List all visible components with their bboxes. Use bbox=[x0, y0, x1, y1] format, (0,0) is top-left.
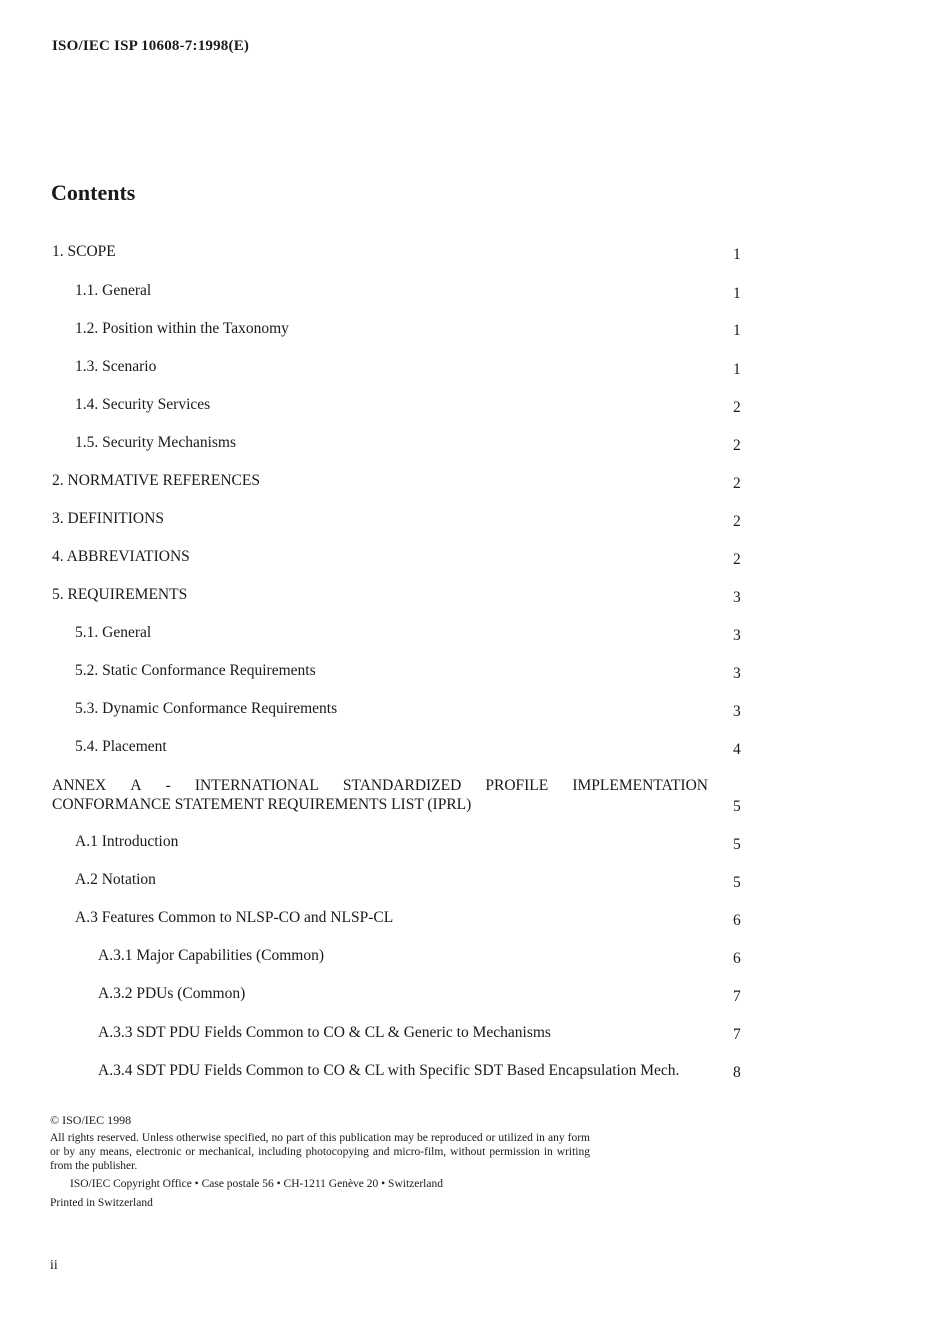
toc-entry-label: A.3.3 SDT PDU Fields Common to CO & CL & Generic to Mechanisms bbox=[98, 1024, 551, 1041]
copyright-office-address: ISO/IEC Copyright Office • Case postale 56 • CH-1211 Genève 20 • Switzerland bbox=[70, 1178, 443, 1190]
toc-entry-page: 2 bbox=[733, 399, 741, 416]
toc-entry-page: 2 bbox=[733, 551, 741, 568]
toc-entry-page: 3 bbox=[733, 627, 741, 644]
annex-word: STANDARDIZED bbox=[342, 777, 462, 794]
toc-entry-page: 7 bbox=[733, 1026, 741, 1043]
toc-entry-label: A.2 Notation bbox=[75, 871, 156, 888]
copyright-line: © ISO/IEC 1998 bbox=[50, 1113, 132, 1127]
toc-entry-label: 3. DEFINITIONS bbox=[52, 510, 164, 527]
toc-entry-page: 4 bbox=[733, 741, 741, 758]
toc-entry-label: 5.4. Placement bbox=[75, 738, 167, 755]
toc-entry-page: 5 bbox=[733, 836, 741, 853]
toc-entry-page: 8 bbox=[733, 1064, 741, 1081]
toc-entry-page: 1 bbox=[733, 322, 741, 339]
annex-word: PROFILE bbox=[485, 777, 549, 794]
toc-entry-label: A.3.4 SDT PDU Fields Common to CO & CL with Specific SDT Based Encapsulation Mech. bbox=[98, 1062, 680, 1079]
toc-entry-label: 4. ABBREVIATIONS bbox=[52, 548, 190, 565]
toc-entry-label: A.1 Introduction bbox=[75, 833, 179, 850]
toc-entry-page: 7 bbox=[733, 988, 741, 1005]
toc-entry-page: 3 bbox=[733, 665, 741, 682]
document-id: ISO/IEC ISP 10608-7:1998(E) bbox=[52, 38, 250, 54]
toc-entry-label: 1. SCOPE bbox=[52, 243, 116, 260]
annex-word: IMPLEMENTATION bbox=[572, 777, 708, 794]
toc-entry-page: 1 bbox=[733, 246, 741, 263]
printed-in: Printed in Switzerland bbox=[50, 1197, 153, 1209]
copyright-notice bbox=[50, 1113, 590, 1210]
toc-entry-page: 3 bbox=[733, 703, 741, 720]
contents-heading: Contents bbox=[51, 180, 136, 205]
toc-entry-label: A.3.2 PDUs (Common) bbox=[98, 985, 246, 1002]
toc-entry-page: 2 bbox=[733, 437, 741, 454]
annex-word: - bbox=[165, 777, 171, 794]
toc-entry-page: 3 bbox=[733, 589, 741, 606]
page-number: ii bbox=[50, 1258, 58, 1273]
toc-entry-label: 5. REQUIREMENTS bbox=[52, 586, 188, 603]
toc-entry-label: 1.5. Security Mechanisms bbox=[75, 434, 237, 451]
annex-word: INTERNATIONAL bbox=[194, 777, 319, 794]
annex-word: A bbox=[130, 777, 142, 794]
toc-entry-page: 5 bbox=[733, 874, 741, 891]
toc-entry-page: 5 bbox=[733, 798, 741, 815]
toc-entry-label: A.3 Features Common to NLSP-CO and NLSP-CL bbox=[75, 909, 394, 926]
toc-entry-label: 2. NORMATIVE REFERENCES bbox=[52, 472, 260, 489]
toc-entry-page: 2 bbox=[733, 475, 741, 492]
toc-entry-label: 1.2. Position within the Taxonomy bbox=[75, 320, 289, 337]
toc-entry-label: 5.1. General bbox=[75, 624, 152, 641]
annex-title-line-2: CONFORMANCE STATEMENT REQUIREMENTS LIST (IPRL) bbox=[52, 796, 472, 813]
toc-entry-label: 5.2. Static Conformance Requirements bbox=[75, 662, 316, 679]
toc-entry-label: 1.1. General bbox=[75, 282, 152, 299]
annex-title-line-1 bbox=[52, 777, 708, 795]
toc-entry-page: 2 bbox=[733, 513, 741, 530]
annex-word: ANNEX bbox=[52, 777, 107, 794]
toc-entry-label: 1.4. Security Services bbox=[75, 396, 211, 413]
toc-entry-page: 6 bbox=[733, 950, 741, 967]
rights-statement: All rights reserved. Unless otherwise specified, no part of this publication may be reproduced or utilized in any form or by any means, electronic or mechanical, including photocopying and micro-film, without permission in writing from the publisher. bbox=[50, 1132, 590, 1172]
toc-entry-label: A.3.1 Major Capabilities (Common) bbox=[98, 947, 325, 964]
toc-entry-label: 5.3. Dynamic Conformance Requirements bbox=[75, 700, 338, 717]
toc-entry-page: 1 bbox=[733, 361, 741, 378]
toc-entry-page: 6 bbox=[733, 912, 741, 929]
toc-entry-page: 1 bbox=[733, 285, 741, 302]
toc-entry-label: 1.3. Scenario bbox=[75, 358, 157, 375]
